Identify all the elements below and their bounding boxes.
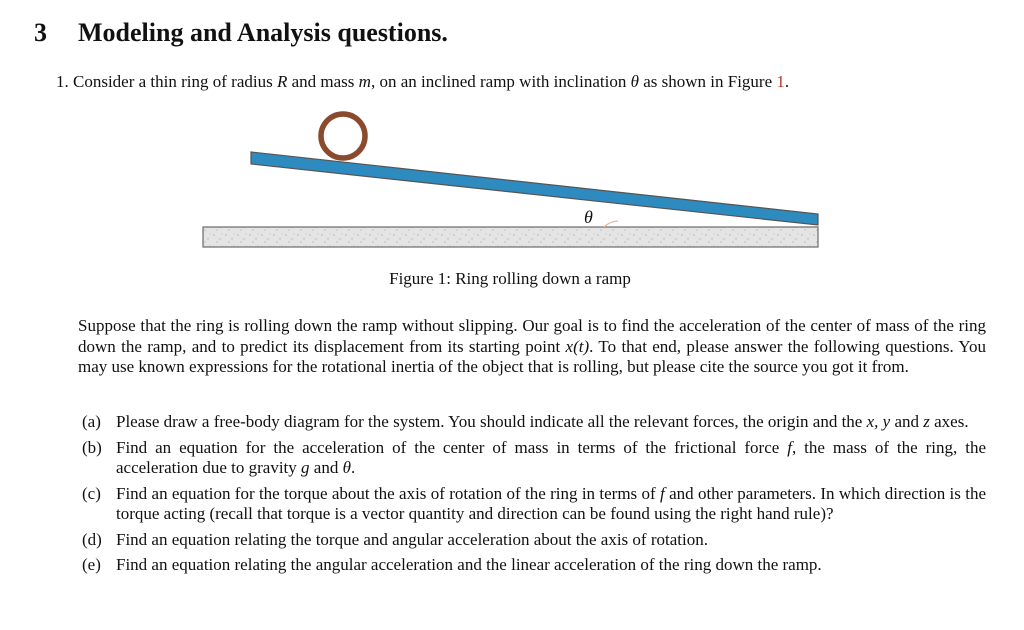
symbol-R: R (276, 72, 288, 91)
intro-text-4: as shown in Figure (638, 72, 777, 91)
part-e (82, 555, 986, 576)
part-b-text-3: and (309, 458, 343, 477)
section-number: 3 (34, 18, 47, 47)
part-c-text-2: and other parameters. In which direction is the torque acting (recall that torque is a vector quantity and direction can be found using the right hand rule)? (116, 483, 986, 523)
intro-text-3: , on an inclined ramp with inclination (370, 72, 631, 91)
angle-label: θ (584, 207, 593, 227)
part-c-text-1: Find an equation for the torque about the axis of rotation of the ring in terms of (116, 483, 660, 503)
ground-block (203, 227, 818, 247)
part-d-text-1: Find an equation relating the torque and angular acceleration about the axis of rotation. (116, 529, 708, 549)
part-a-text-3: axes. (929, 412, 969, 431)
part-a-label: (a) (82, 412, 101, 431)
symbol-m: m (358, 72, 371, 91)
part-c (82, 484, 986, 525)
part-a-text-2: and (890, 412, 924, 431)
intro-text-end: . (784, 72, 790, 91)
part-b-text-2: , the mass of the ring, the acceleration due to gravity (116, 437, 986, 477)
symbol-xt: x(t) (565, 336, 590, 356)
angle-arc (604, 221, 618, 227)
symbol-z: z (923, 412, 930, 431)
symbol-g: g (301, 458, 310, 477)
ramp-figure (200, 100, 822, 252)
question-number: 1. (56, 72, 69, 91)
part-e-label: (e) (82, 555, 101, 574)
part-b-label: (b) (82, 437, 102, 457)
ramp-board (251, 152, 818, 225)
section-title: Modeling and Analysis questions. (78, 18, 448, 47)
section-heading (34, 18, 448, 48)
part-c-label: (c) (82, 483, 101, 503)
symbol-xy: x, y (866, 412, 891, 431)
part-b (82, 438, 986, 479)
part-a-text-1: Please draw a free-body diagram for the system. You should indicate all the relevant forces, the origin and the (116, 412, 867, 431)
part-d (82, 530, 986, 551)
part-a (82, 412, 986, 433)
intro-text-1: Consider a thin ring of radius (73, 72, 277, 91)
paragraph-text-1: Suppose that the ring is rolling down the ramp without slipping. Our goal is to find the acceleration of the center of mass of the ring down the ramp, and to predict its displacement from its starting point (78, 316, 986, 356)
ring (321, 114, 365, 158)
figure-ref-link[interactable]: 1 (776, 72, 785, 91)
symbol-theta-b: θ (342, 458, 351, 477)
figure-caption: Figure 1: Ring rolling down a ramp (389, 269, 631, 288)
symbol-f-c: f (660, 483, 665, 503)
intro-text-2: and mass (287, 72, 359, 91)
paragraph-text-2: . To that end, please answer the following questions. You may use known expressions for the rotational inertia of the object that is rolling, but please cite the source you got it from. (78, 336, 986, 376)
part-e-text-1: Find an equation relating the angular acceleration and the linear acceleration of the ring down the ramp. (116, 555, 822, 574)
symbol-f: f (787, 437, 792, 457)
part-b-text-4: . (350, 458, 356, 477)
question-intro (56, 72, 789, 92)
part-b-text-1: Find an equation for the acceleration of the center of mass in terms of the frictional force (116, 437, 788, 457)
symbol-theta: θ (630, 72, 639, 91)
problem-paragraph (78, 316, 986, 378)
part-d-label: (d) (82, 529, 102, 549)
question-parts-list (82, 412, 986, 581)
